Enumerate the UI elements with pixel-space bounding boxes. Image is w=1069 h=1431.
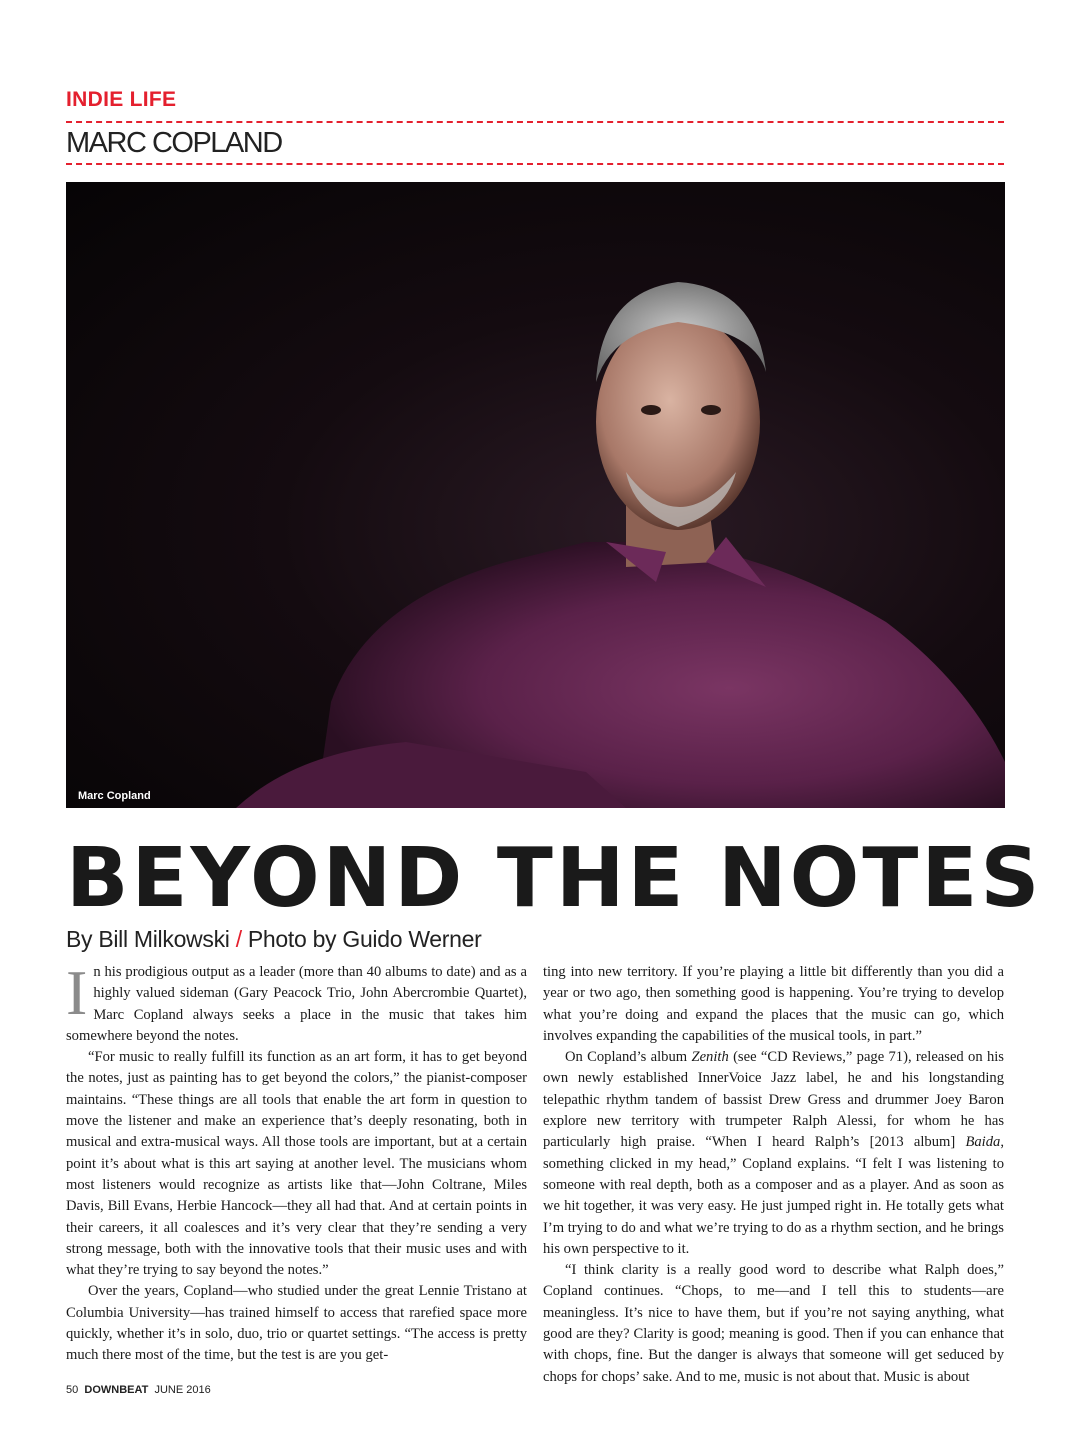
byline-author: By Bill Milkowski bbox=[66, 926, 230, 952]
album-title: Zenith bbox=[691, 1049, 729, 1066]
paragraph-text: n his prodigious output as a leader (more than 40 albums to date) and as a highly valued sideman (Gary Peacock Trio, John Abercrombie Quartet), Marc Copland always seeks a place in the music that takes him somewhere beyond the notes. bbox=[66, 964, 527, 1044]
page-folio bbox=[66, 1384, 211, 1396]
paragraph-text: (see “CD Reviews,” page 71), released on his own newly established InnerVoice Jazz label, he and his longstanding telepathic rhythm tandem of bassist Drew Gress and drummer Joey Baron explore new territory with trumpeter Ralph Alessi, for whom he has particularly high praise. “When I heard Ralph’s [2013 album] bbox=[543, 1049, 1004, 1151]
paragraph bbox=[543, 1047, 1004, 1260]
paragraph: ting into new territory. If you’re playing a little bit differently than you did a year or two ago, then something good is happening. You’re trying to develop what you’re doing and expand the places that the music can go, which involves expanding the capabilities of the musical tools, in part.” bbox=[543, 964, 1004, 1044]
photo-caption: Marc Copland bbox=[78, 790, 151, 802]
byline-photo-credit: Photo by Guido Werner bbox=[247, 926, 482, 952]
page-number: 50 bbox=[66, 1384, 79, 1396]
magazine-name: DOWNBEAT bbox=[84, 1384, 149, 1396]
byline-separator: / bbox=[235, 926, 242, 952]
paragraph: “For music to really fulfill its function as an art form, it has to get beyond the notes, just as painting has to get beyond the colors,” the pianist-composer maintains. “These things are all tools that enable the art form in question to move the listener and make an experience that’s deeply resonating, both in musical and extra-musical ways. All those tools are important, but at a certain point it’s about what is this art saying at another level. The musicians whom most listeners would recognize as artists like that—John Coltrane, Miles Davis, Bill Evans, Herbie Hancock—they all had that. And at certain points in their careers, it all coalesces and it’s very clear that they’re sending a very strong message, both with the innovative tools that their music uses and with what they’re trying to say beyond the notes.” bbox=[66, 1049, 527, 1279]
drop-cap: I bbox=[66, 957, 88, 1028]
byline bbox=[66, 926, 482, 953]
paragraph: Over the years, Copland—who studied under the great Lennie Tristano at Columbia University—has trained himself to access that rarefied space more quickly, whether it’s in solo, duo, trio or quartet settings. “The access is pretty much there most of the time, but the test is are you get- bbox=[66, 1283, 527, 1364]
paragraph-text: , something clicked in my head,” Copland explains. “I felt I was listening to someone with real depth, both as a composer and as a player. And as soon as we hit together, it was very easy. He just jumped right in. He totally gets what I’m trying to do and what we’re trying to do as a rhythm section, and he brings his own perspective to it. bbox=[543, 1134, 1004, 1257]
portrait-illustration bbox=[66, 182, 1005, 808]
paragraph-text: On Copland’s album bbox=[565, 1049, 692, 1066]
album-title: Baida bbox=[965, 1134, 1001, 1151]
top-divider bbox=[66, 121, 1004, 123]
portrait-photo bbox=[66, 182, 1005, 808]
subject-name: MARC COPLAND bbox=[66, 127, 282, 159]
subject-divider bbox=[66, 163, 1004, 165]
issue-date: JUNE 2016 bbox=[154, 1384, 211, 1396]
body-column-left bbox=[66, 957, 527, 1367]
headline: BEYOND THE NOTES bbox=[66, 831, 1043, 926]
paragraph bbox=[66, 957, 527, 1047]
body-column-right bbox=[543, 962, 1004, 1388]
section-label: INDIE LIFE bbox=[66, 88, 177, 111]
paragraph: “I think clarity is a really good word to describe what Ralph does,” Copland continues. “Chops, to me—and I tell this to students—are meaningless. It’s nice to have them, but if you’re not saying anything, what good are they? Clarity is good; meaning is good. Then if you can enhance that with chops, fine. But the danger is always that someone will get seduced by chops for chops’ sake. And to me, music is not about that. Music is about bbox=[543, 1262, 1004, 1385]
